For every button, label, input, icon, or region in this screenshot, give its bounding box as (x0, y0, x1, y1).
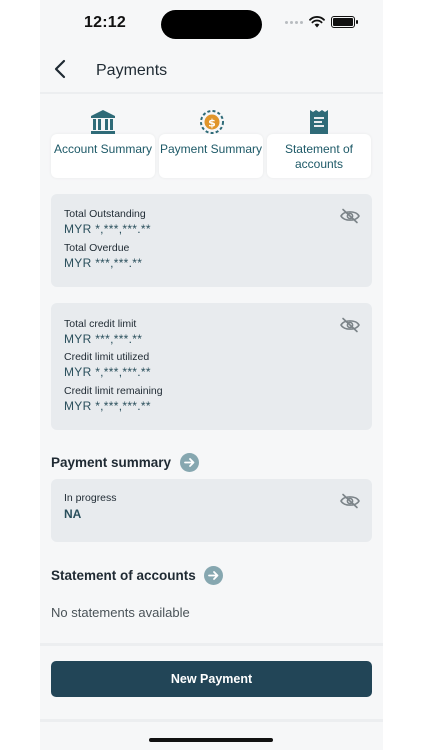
tile-account-summary[interactable] (51, 106, 155, 178)
receipt-icon (305, 108, 333, 136)
total-overdue-value: MYR ***,***.** (64, 256, 143, 270)
new-payment-button[interactable]: New Payment (51, 661, 372, 697)
credit-remaining-label: Credit limit remaining (64, 385, 163, 397)
eye-off-icon[interactable] (340, 208, 360, 224)
payment-summary-title: Payment summary (51, 455, 172, 470)
total-outstanding-label: Total Outstanding (64, 208, 146, 220)
signal-icon (285, 21, 303, 24)
quick-tiles (51, 106, 372, 178)
back-chevron-icon[interactable] (50, 58, 72, 80)
battery-icon (331, 16, 355, 28)
payment-summary-arrow-button[interactable] (180, 453, 199, 472)
status-time: 12:12 (84, 14, 126, 31)
in-progress-value: NA (64, 507, 82, 521)
in-progress-card (51, 479, 372, 542)
wifi-icon (309, 16, 325, 28)
credit-limit-card (51, 303, 372, 430)
tile-label: Account Summary (53, 142, 153, 156)
nav-header (40, 48, 383, 94)
total-overdue-label: Total Overdue (64, 242, 130, 254)
divider (40, 719, 383, 722)
status-bar (40, 0, 383, 48)
statements-arrow-button[interactable] (204, 566, 223, 585)
no-statements-text: No statements available (51, 605, 190, 620)
outstanding-card (51, 194, 372, 287)
in-progress-label: In progress (64, 492, 117, 504)
arrow-right-icon (204, 566, 223, 585)
status-icons (285, 16, 355, 28)
page-title: Payments (96, 62, 168, 79)
dynamic-island (161, 10, 262, 39)
tile-statement-of-accounts[interactable] (267, 106, 371, 178)
tile-label: Payment Summary (159, 142, 263, 156)
phone-screen (40, 0, 383, 750)
dollar-clock-icon (197, 108, 225, 136)
credit-utilized-label: Credit limit utilized (64, 351, 150, 363)
tile-payment-summary[interactable] (159, 106, 263, 178)
total-credit-limit-value: MYR ***,***.** (64, 332, 143, 346)
bank-icon (89, 108, 117, 136)
eye-off-icon[interactable] (340, 317, 360, 333)
credit-remaining-value: MYR *,***,***.** (64, 399, 151, 413)
tile-label: Statement of accounts (284, 142, 354, 171)
credit-utilized-value: MYR *,***,***.** (64, 365, 151, 379)
home-indicator (149, 738, 273, 742)
divider (40, 643, 383, 646)
arrow-right-icon (180, 453, 199, 472)
eye-off-icon[interactable] (340, 493, 360, 509)
svg-text:$: $ (208, 116, 216, 130)
total-credit-limit-label: Total credit limit (64, 318, 137, 330)
total-outstanding-value: MYR *,***,***.** (64, 222, 151, 236)
statements-title: Statement of accounts (51, 568, 196, 583)
